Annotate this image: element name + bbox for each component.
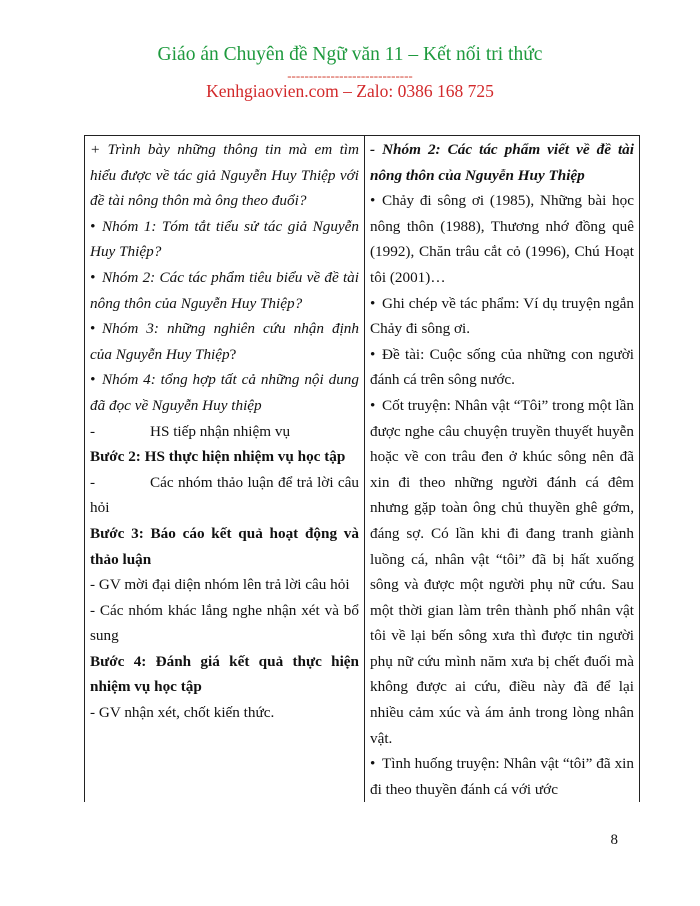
work-note: • Ghi chép về tác phẩm: Ví dụ truyện ngắn Chảy đi sông ơi. [370, 291, 634, 342]
work-plot: • Cốt truyện: Nhân vật “Tôi” trong một lần được nghe câu chuyện truyền thuyết huyễn hoặc về con trâu đen ở khúc sông nên đã xin đi theo những người đánh cá đêm nhưng gặp toàn ông chủ thuyền ghê gớm, đáng sợ. Có lần khi đi đang tranh giành luồng cá, nhân vật “tôi” đã bị hất xuống sông và được một người phụ nữ cứu. Sau một thời gian làm trên thành phố nhân vật tôi về lại bến sông xưa thì được tin người phụ nữ cứu mình năm xưa bị chết đuối mà không được ai cứu, điều này đã để lại nhiều cảm xúc và ám ảnh trong lòng nhân vật. [370, 393, 634, 751]
discuss-task: - Các nhóm thảo luận để trả lời câu hỏi [90, 473, 359, 517]
document-title: Giáo án Chuyên đề Ngữ văn 11 – Kết nối tri thức [157, 44, 543, 65]
step-2-heading: Bước 2: HS thực hiện nhiệm vụ học tập [90, 448, 346, 466]
table-row [85, 136, 640, 803]
others-comment: - Các nhóm khác lắng nghe nhận xét và bổ sung [90, 601, 359, 645]
lesson-table [84, 135, 640, 802]
left-column [85, 136, 365, 803]
bullet-icon: • [90, 371, 96, 389]
group-2-heading: - Nhóm 2: Các tác phẩm viết về đề tài nông thôn của Nguyễn Huy Thiệp [370, 141, 634, 184]
group-2-task: • Nhóm 2: Các tác phẩm tiêu biểu về đề tài nông thôn của Nguyễn Huy Thiệp? [90, 265, 359, 316]
step-4-heading: Bước 4: Đánh giá kết quả thực hiện nhiệm vụ học tập [90, 652, 359, 696]
page-number: 8 [610, 832, 618, 848]
task-intro: + Trình bày những thông tin mà em tìm hiểu được về tác giả Nguyễn Huy Thiệp với đề tài nông thôn mà ông theo đuổi? [90, 141, 359, 210]
teacher-conclude: - GV nhận xét, chốt kiến thức. [90, 704, 275, 722]
group-4-task: • Nhóm 4: tổng hợp tất cả những nội dung đã đọc về Nguyễn Huy thiệp [90, 367, 359, 418]
right-column [365, 136, 640, 803]
group-1-task: • Nhóm 1: Tóm tắt tiểu sử tác giả Nguyễn Huy Thiệp? [90, 214, 359, 265]
bullet-icon: • [370, 396, 376, 414]
bullet-icon: • [370, 345, 376, 363]
step-3-heading: Bước 3: Báo cáo kết quả hoạt động và thảo luận [90, 524, 359, 568]
work-theme: • Đề tài: Cuộc sống của những con người đánh cá trên sông nước. [370, 342, 634, 393]
contact-line: Kenhgiaovien.com – Zalo: 0386 168 725 [206, 81, 494, 101]
receive-task: - HS tiếp nhận nhiệm vụ [90, 422, 291, 440]
work-situation: • Tình huống truyện: Nhân vật “tôi” đã xin đi theo thuyền đánh cá với ước [370, 751, 634, 802]
bullet-icon: • [370, 755, 376, 773]
bullet-icon: • [90, 217, 96, 235]
invite-group: - GV mời đại diện nhóm lên trả lời câu hỏi [90, 576, 350, 594]
header-divider: ----------------------------- [287, 68, 413, 83]
works-list: • Chảy đi sông ơi (1985), Những bài học nông thôn (1988), Thương nhớ đồng quê (1992), Chăn trâu cắt cỏ (1996), Chú Hoạt tôi (2001)… [370, 188, 634, 290]
bullet-icon: • [90, 320, 96, 338]
group-3-task: • Nhóm 3: những nghiên cứu nhận định của Nguyễn Huy Thiệp? [90, 316, 359, 367]
bullet-icon: • [370, 192, 376, 210]
bullet-icon: • [90, 268, 96, 286]
bullet-icon: • [370, 294, 376, 312]
